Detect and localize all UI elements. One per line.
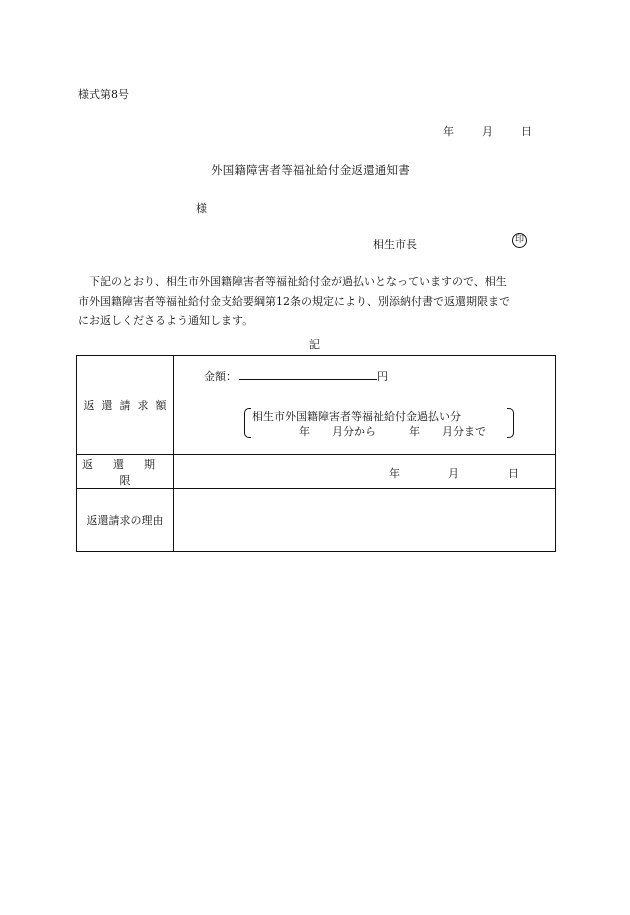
addressee-honorific: 様 (196, 202, 207, 215)
refund-amount-cell (174, 356, 556, 455)
seal-mark: 印 (512, 233, 527, 248)
notice-body (78, 272, 553, 331)
refund-deadline-cell[interactable] (174, 455, 556, 489)
deadline-month: 月 (448, 467, 459, 480)
deadline-day: 日 (508, 467, 519, 480)
overpayment-label: 相生市外国籍障害者等福祉給付金過払い分 (252, 410, 461, 423)
issue-date (443, 123, 532, 139)
table-row (77, 356, 556, 455)
date-day: 日 (521, 125, 532, 138)
refund-amount-label: 返 還 請 求 額 (77, 356, 174, 455)
overpayment-range: 年 月分から 年 月分まで (299, 425, 486, 438)
overpayment-period (244, 408, 514, 438)
amount-unit: 円 (377, 370, 388, 383)
body-line-2: 市外国籍障害者等福祉給付金支給要綱第12条の規定により、別添納付書で返還期限まで (78, 294, 510, 308)
bracket-right (507, 408, 514, 438)
issuer-name: 相生市長 (373, 238, 417, 251)
table-row (77, 489, 556, 552)
bracket-left (244, 408, 251, 438)
refund-reason-label: 返還請求の理由 (77, 489, 174, 552)
amount-line (204, 367, 388, 384)
deadline-year: 年 (389, 467, 400, 480)
amount-label: 金額： (204, 370, 237, 383)
date-month: 月 (482, 125, 493, 138)
form-number: 様式第8号 (78, 88, 129, 101)
ki-heading: 記 (309, 338, 320, 351)
document-title: 外国籍障害者等福祉給付金返還通知書 (211, 163, 410, 177)
body-line-3: にお返しくださるよう通知します。 (78, 314, 254, 327)
body-line-1: 下記のとおり、相生市外国籍障害者等福祉給付金が過払いとなっていますので、相生 (78, 275, 507, 288)
refund-reason-cell[interactable] (174, 489, 556, 552)
refund-details-table (76, 355, 556, 552)
table-row (77, 455, 556, 489)
amount-blank[interactable] (239, 367, 377, 380)
refund-deadline-label: 返 還 期限 (77, 455, 174, 489)
date-year: 年 (443, 125, 454, 138)
